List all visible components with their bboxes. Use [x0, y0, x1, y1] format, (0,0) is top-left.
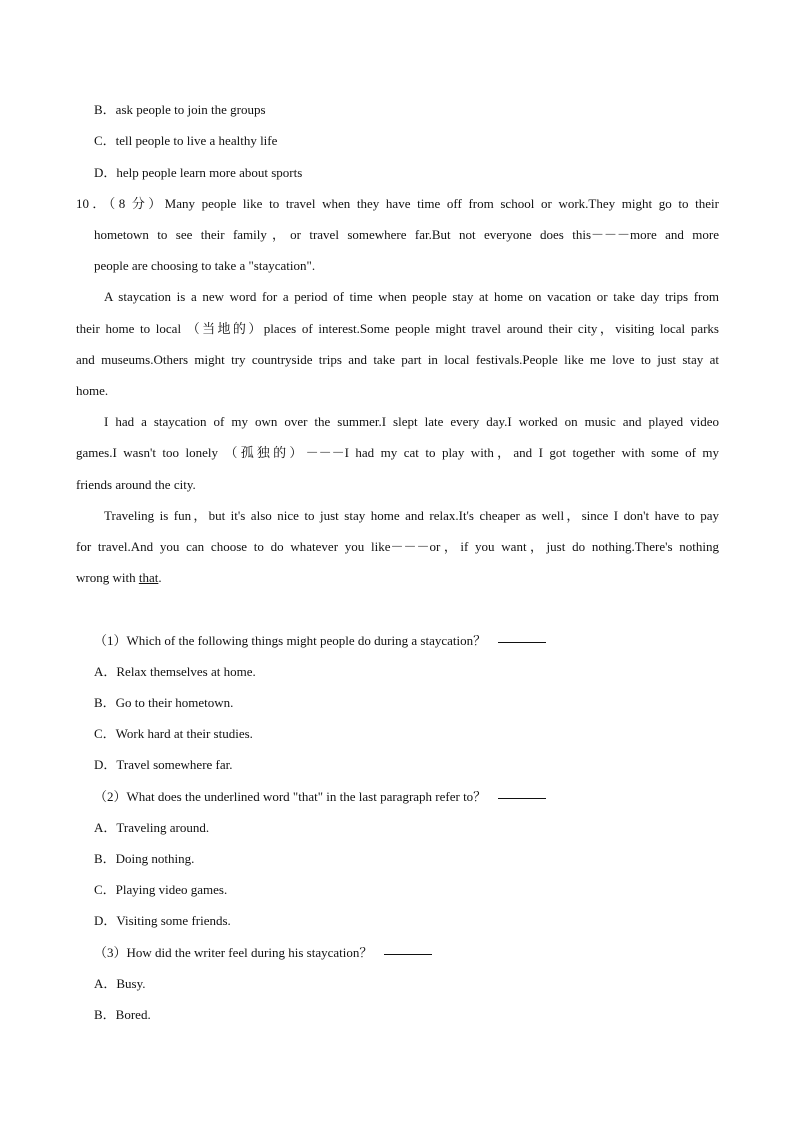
question-2-option-c: C．Playing video games. — [94, 882, 228, 897]
question-1-option-c: C．Work hard at their studies. — [94, 726, 253, 741]
question-3-option-a: A．Busy. — [94, 976, 146, 991]
question-3-stem — [94, 945, 432, 961]
passage-p1-line-1: A staycation is a new word for a period of time when people stay at home on vacation or take day trips from — [104, 289, 719, 304]
passage-text: wrong with — [76, 570, 139, 585]
answer-blank[interactable] — [498, 797, 546, 799]
answer-blank[interactable] — [384, 953, 432, 955]
underlined-word-that: that — [138, 570, 159, 585]
q10-intro-line-3: people are choosing to take a "staycation". — [94, 258, 316, 273]
passage-p1-line-3: and museums.Others might try countryside trips and take part in local festivals.People like me love to just stay at — [76, 352, 719, 367]
passage-p3-line-3 — [76, 570, 162, 586]
question-1-option-b: B．Go to their hometown. — [94, 695, 234, 710]
option-d: D．help people learn more about sports — [94, 165, 303, 180]
question-2-option-b: B．Doing nothing. — [94, 851, 195, 866]
question-2-option-d: D．Visiting some friends. — [94, 913, 231, 928]
passage-p2-line-2: games.I wasn't too lonely （孤独的）－－－I had my cat to play with，and I got together with some of my — [76, 445, 719, 460]
passage-p1-line-2: their home to local （当地的）places of interest.Some people might travel around their city，visiting local parks — [76, 321, 719, 336]
question-2-option-a: A．Traveling around. — [94, 820, 210, 835]
question-1-stem — [94, 633, 546, 649]
question-1-option-a: A．Relax themselves at home. — [94, 664, 256, 679]
question-2-stem — [94, 789, 546, 805]
answer-blank[interactable] — [498, 641, 546, 643]
question-1-option-d: D．Travel somewhere far. — [94, 757, 233, 772]
q10-intro-line-2: hometown to see their family，or travel somewhere far.But not everyone does this－－－more and more — [94, 227, 719, 242]
passage-p2-line-3: friends around the city. — [76, 477, 196, 492]
passage-period: . — [158, 570, 162, 585]
passage-p1-line-4: home. — [76, 383, 109, 398]
question-text: （2）What does the underlined word "that" in the last paragraph refer to？ — [94, 789, 487, 804]
passage-p3-line-1: Traveling is fun，but it's also nice to just stay home and relax.It's cheaper as well，since I don't have to pay — [104, 508, 719, 523]
q10-intro-line-1: 10．（8 分）Many people like to travel when they have time off from school or work.They might go to their — [76, 196, 719, 211]
option-b: B．ask people to join the groups — [94, 102, 266, 117]
option-c: C．tell people to live a healthy life — [94, 133, 278, 148]
question-text: （1）Which of the following things might people do during a staycation？ — [94, 633, 487, 648]
passage-p2-line-1: I had a staycation of my own over the summer.I slept late every day.I worked on music and played video — [104, 414, 719, 429]
question-text: （3）How did the writer feel during his staycation？ — [94, 945, 373, 960]
passage-p3-line-2: for travel.And you can choose to do whatever you like－－－or，if you want，just do nothing.There's nothing — [76, 539, 719, 554]
question-3-option-b: B．Bored. — [94, 1007, 151, 1022]
